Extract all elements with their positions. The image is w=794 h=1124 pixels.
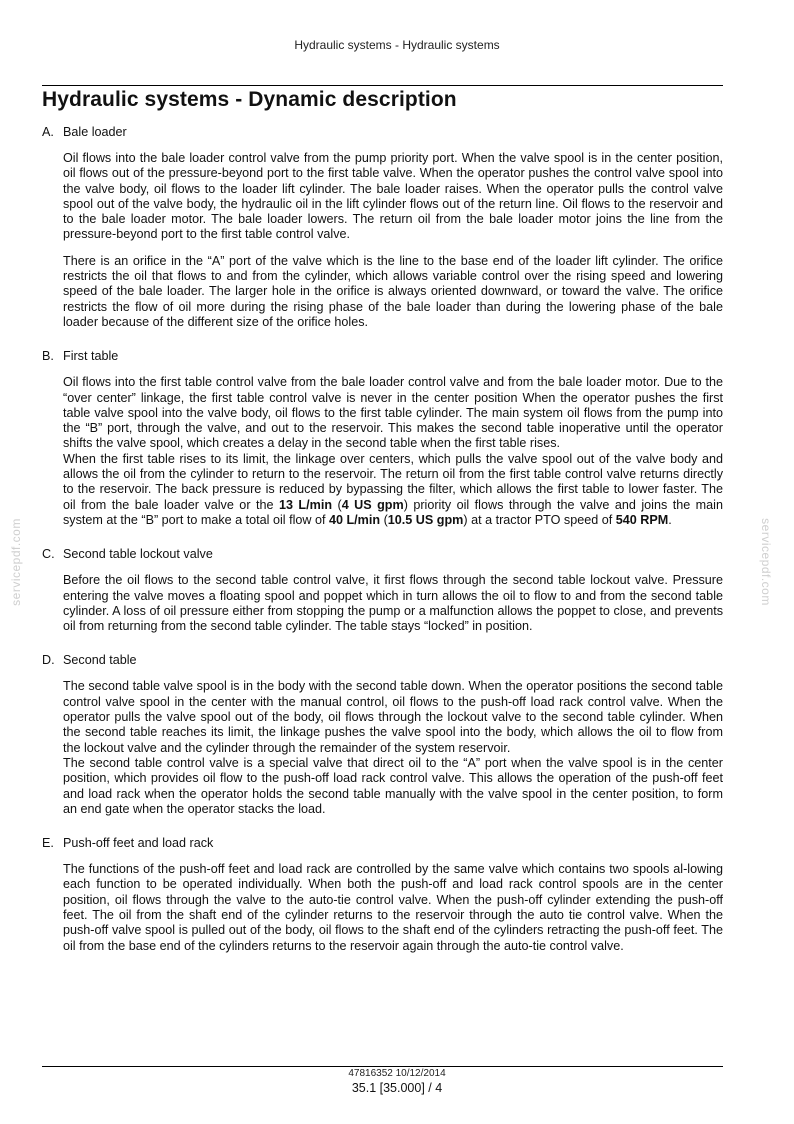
paragraph: Oil flows into the bale loader control valve from the pump priority port. When the valve spool is in the center position, oil flows out of the pressure-beyond port to the first table valve. When the operator pushes the control valve spool into the valve body, oil flows to the loader lift cylinder. The bale loader raises. When the operator pulls the control valve spool out of the valve body, the hydraulic oil in the lift cylinder flows out of the return line. Oil flows to the reservoir and to the bale loader motor. The bale loader lowers. The return oil from the bale loader motor joins the line from the pressure-beyond port to the first table control valve. (63, 151, 723, 242)
flow-rate-value: 10.5 US gpm (387, 512, 464, 527)
footer-divider (42, 1066, 723, 1067)
watermark-right: servicepdf.com (758, 518, 773, 606)
section-letter: A. (42, 125, 54, 139)
flow-rate-value: 4 US gpm (341, 497, 404, 512)
text-run: ) at a tractor PTO speed of (463, 512, 616, 527)
text-run: When the first table rises to its limit, the linkage over centers, which pulls the valve spool out of the valve body and allows the oil from the cylinder to return to the reservoir. The return oil from the first table control valve returns directly to the reservoir. The back pressure is reduced by bypassing the filter, which allows the first table to lower faster. The oil from the bale loader valve or the (63, 451, 723, 512)
text-run: . (668, 512, 672, 527)
section-letter: B. (42, 349, 54, 364)
paragraph (63, 452, 723, 528)
text-run: ( (332, 497, 342, 512)
paragraph: There is an orifice in the “A” port of the valve which is the line to the base end of the loader lift cylinder. The orifice restricts the oil that flows to and from the cylinder, which allows variable control over the rising speed and lowering speed of the bale loader. The larger hole in the orifice is always oriented downward, or toward the valve. The orifice restricts the flow of oil more during the rising phase of the bale loader than during the lowering phase of the bale loader because of the different size of the orifice holes. (63, 253, 723, 329)
section-title: Push-off feet and load rack (63, 836, 214, 851)
text-run: ( (380, 512, 388, 527)
section-heading (42, 348, 723, 364)
flow-rate-value: 40 L/min (328, 512, 381, 527)
section-first-table (42, 348, 723, 528)
section-letter: C. (42, 547, 55, 562)
section-title: Second table (63, 653, 137, 668)
watermark-left: servicepdf.com (8, 518, 23, 606)
paragraph: Before the oil flows to the second table control valve, it first flows through the second table lockout valve. Pressure entering the valve moves a floating spool and poppet which in turn allows the oil to flow to and from the second table cylinder. A loss of oil pressure either from stopping the pump or a malfunction allows the poppet to close, and prevents oil from returning from the second table cylinder. The table stays “locked” in position. (63, 573, 723, 634)
section-second-table-lockout-valve (42, 546, 723, 634)
section-letter: D. (42, 653, 55, 668)
footer-page-reference: 35.1 [35.000] / 4 (351, 1081, 443, 1095)
paragraph: The functions of the push-off feet and load rack are controlled by the same valve which contains two spools al-lowing each function to be operated individually. When both the push-off and load rack control spools are in the center position, oil flows through the valve to the auto-tie control valve. When the push-off cylinder extending the push-off feet. The oil from the shaft end of the cylinder returns to the reservoir through the auto tie control valve. When the push-off valve spool is pulled out of the body, oil flows to the shaft end of the cylinders retracting the push-off feet. The oil from the base end of the cylinders returns to the reservoir again through the auto-tie control valve. (63, 862, 723, 953)
section-title: Bale loader (63, 125, 127, 139)
paragraph: Oil flows into the first table control valve from the bale loader control valve and from the bale loader motor. Due to the “over center” linkage, the first table control valve is never in the center position When the operator pushes the first table valve spool into the valve body, oil flows to the first table cylinder. The main system oil flows from the pump into the “B” port, through the valve, and out to the reservoir. This makes the second table inoperative until the operator shifts the valve spool, which creates a delay in the second table when the first table rises. (63, 375, 723, 451)
section-title: Second table lockout valve (63, 547, 213, 562)
header-divider (42, 85, 723, 86)
text-run: ) priority oil flows through the valve and joins the main system at the “B” port to make a total oil flow of (63, 497, 723, 527)
section-second-table (42, 652, 723, 817)
footer-document-id: 47816352 10/12/2014 (348, 1068, 446, 1079)
paragraph: The second table control valve is a special valve that direct oil to the “A” port when the valve spool is in the center position, which provides oil flow to the push-off load rack control valve. This allows the operation of the push-off feet and load rack when the operator holds the second table manually with the valve spool in the center position, to form an end gate when the operator stacks the load. (63, 755, 723, 816)
section-heading (42, 652, 723, 668)
section-push-off-feet-and-load-rack (42, 835, 723, 954)
page-title: Hydraulic systems - Dynamic description (42, 88, 457, 111)
paragraph: The second table valve spool is in the body with the second table down. When the operator positions the second table control valve spool in the center with the manual control, oil flows to the push-off load rack control valve. When the operator pulls the valve spool out of the body, oil flows through the lockout valve to the second table cylinder. When the second table reaches its limit, the linkage pushes the valve spool into the body, which allows the oil to flow from the lockout valve and the cylinder through the remainder of the system reservoir. (63, 679, 723, 755)
section-letter: E. (42, 836, 54, 851)
section-heading (42, 124, 723, 140)
flow-rate-value: 13 L/min (278, 497, 333, 512)
document-body (42, 124, 723, 972)
running-header: Hydraulic systems - Hydraulic systems (294, 38, 500, 52)
section-heading (42, 546, 723, 562)
section-bale-loader (42, 124, 723, 330)
section-title: First table (63, 349, 119, 364)
section-heading (42, 835, 723, 851)
pto-speed-value: 540 RPM (615, 512, 669, 527)
